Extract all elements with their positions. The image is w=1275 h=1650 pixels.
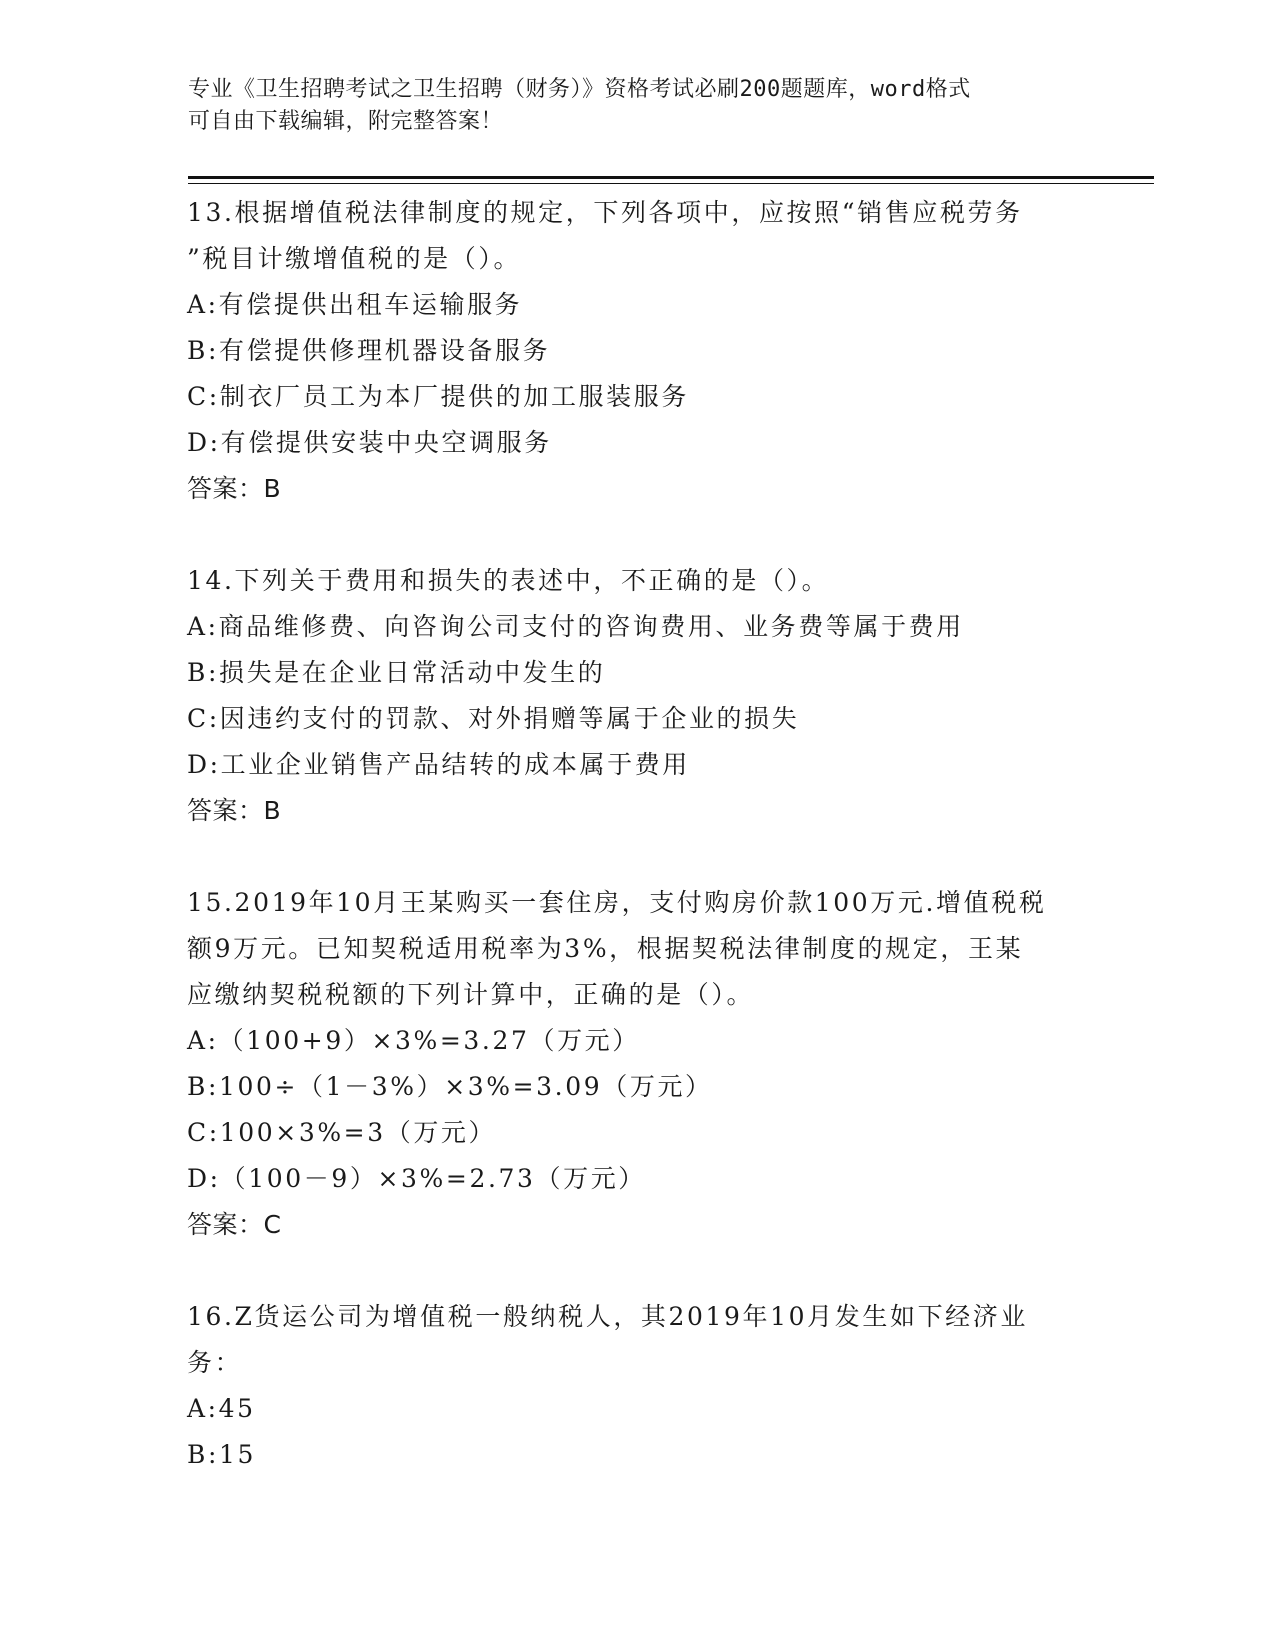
answer-option: A:（100+9）×3%=3.27（万元）: [187, 1026, 640, 1055]
answer-option: A:有偿提供出租车运输服务: [187, 290, 523, 319]
question-block: [187, 558, 1087, 834]
answer-option: D:有偿提供安装中央空调服务: [187, 428, 552, 457]
answer-option: B:损失是在企业日常活动中发生的: [187, 658, 606, 687]
answer-option: A:商品维修费、向咨询公司支付的咨询费用、业务费等属于费用: [187, 612, 964, 641]
header-line-1: 专业《卫生招聘考试之卫生招聘（财务）》资格考试必刷200题题库，word格式: [188, 77, 971, 102]
question-stem-line: 应缴纳契税税额的下列计算中，正确的是（）。: [187, 980, 755, 1009]
answer-option: D:工业企业销售产品结转的成本属于费用: [187, 750, 690, 779]
question-stem: [187, 880, 1087, 1018]
header-divider-thin: [188, 183, 1154, 184]
answer-option: B:有偿提供修理机器设备服务: [187, 336, 551, 365]
question-stem-line: ”税目计缴增值税的是（）。: [187, 244, 522, 273]
document-header: [188, 74, 1078, 138]
correct-answer: 答案：B: [187, 796, 282, 825]
question-stem: [187, 1294, 1087, 1386]
question-stem-line: 15.2019年10月王某购买一套住房，支付购房价款100万元.增值税税: [187, 888, 1047, 917]
answer-option: C:因违约支付的罚款、对外捐赠等属于企业的损失: [187, 704, 800, 733]
question-block: [187, 880, 1087, 1248]
answer-option: D:（100－9）×3%=2.73（万元）: [187, 1164, 646, 1193]
question-stem-line: 14.下列关于费用和损失的表述中，不正确的是（）。: [187, 566, 830, 595]
correct-answer: 答案：C: [187, 1210, 282, 1239]
answer-option: B:15: [187, 1440, 257, 1469]
question-stem-line: 13.根据增值税法律制度的规定，下列各项中，应按照“销售应税劳务: [187, 198, 1023, 227]
question-stem: [187, 190, 1087, 282]
header-line-2: 可自由下载编辑，附完整答案！: [188, 109, 504, 134]
answer-option: C:100×3%=3（万元）: [187, 1118, 497, 1147]
answer-option: A:45: [187, 1394, 256, 1423]
header-divider-thick: [188, 176, 1154, 179]
question-stem-line: 额9万元。已知契税适用税率为3%，根据契税法律制度的规定，王某: [187, 934, 1024, 963]
answer-option: B:100÷（1－3%）×3%=3.09（万元）: [187, 1072, 713, 1101]
question-stem-line: 务：: [187, 1348, 243, 1377]
correct-answer: 答案：B: [187, 474, 282, 503]
question-stem-line: 16.Z货运公司为增值税一般纳税人，其2019年10月发生如下经济业: [187, 1302, 1028, 1331]
answer-option: C:制衣厂员工为本厂提供的加工服装服务: [187, 382, 689, 411]
question-stem: [187, 558, 1087, 604]
question-block: [187, 190, 1087, 512]
question-list: [187, 190, 1087, 1524]
question-block: [187, 1294, 1087, 1478]
